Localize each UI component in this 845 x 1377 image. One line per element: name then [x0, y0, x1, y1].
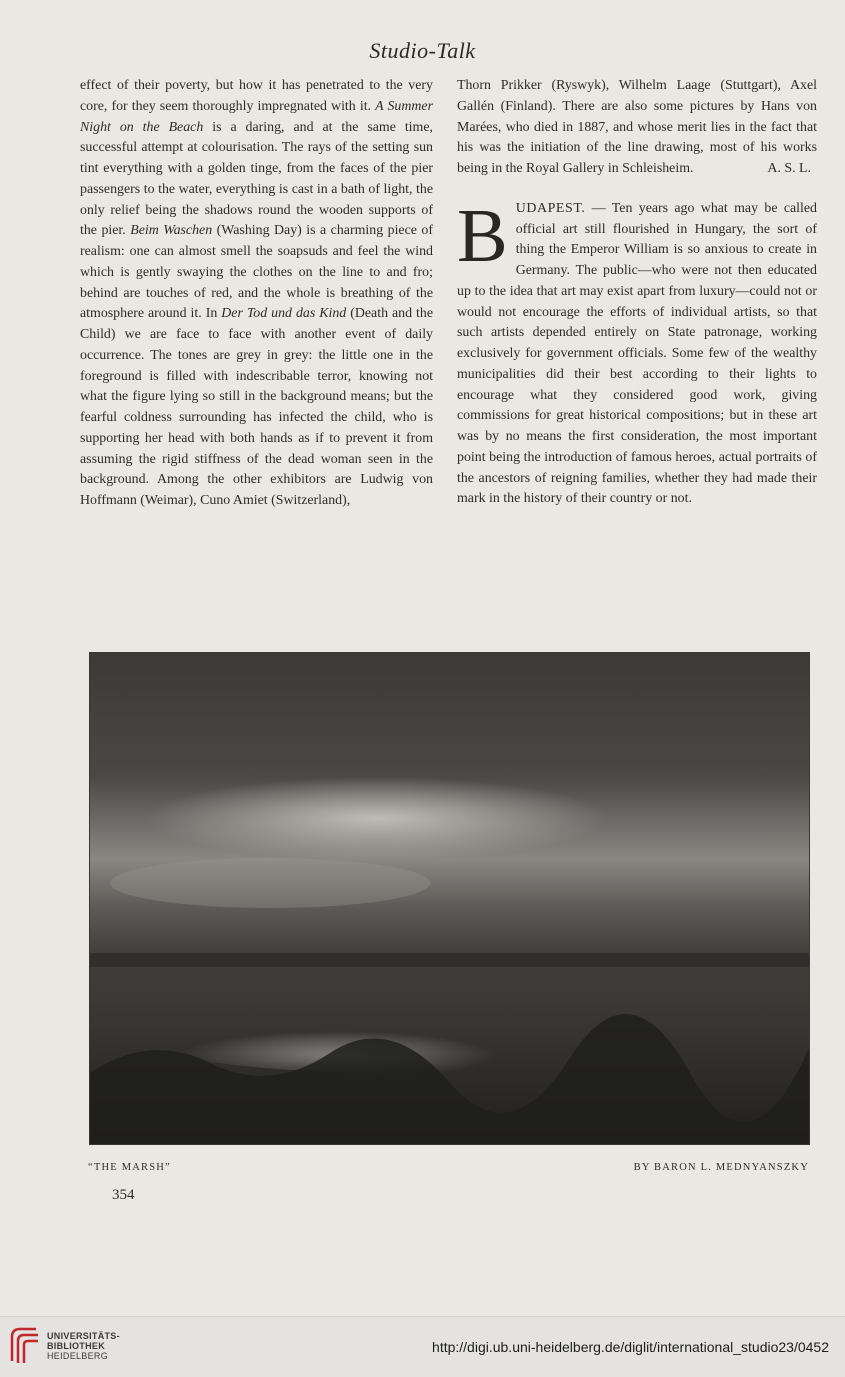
institution-line: BIBLIOTHEK — [47, 1341, 105, 1351]
text-run: (Death and the Child) we are face to face with another event of daily occurrence. The tones are grey in grey: the little one in the foreground is filled with indescribable terror, knowing not what the figure lying so still in the background means; but the fearful coldness surrounding has infected the child, who is supporting her head with both hands as if to prevent it from assuming the rigid stiffness of the dead woman seen in the background. Among the other exhibitors are Ludwig von Hoffmann (Weimar), Cuno Amiet (Switzerland), — [80, 306, 433, 508]
horizon-line — [90, 953, 809, 967]
marsh-painting — [90, 653, 809, 1144]
left-column — [80, 76, 433, 512]
text-run: Thorn Prikker (Ryswyk), Wilhelm Laage (Stuttgart), Axel Gallén (Finland). There are also some pictures by Hans von Marées, who died in 1887, and whose merit lies in the fact that his was the initiation of the line drawing, most of his works being in the Royal Gallery in Schleisheim. — [457, 78, 817, 176]
institution-line: HEIDELBERG — [47, 1351, 109, 1361]
institution-line: UNIVERSITÄTS- — [47, 1331, 120, 1341]
left-column-paragraph — [80, 76, 433, 512]
artwork-title: Der Tod und das Kind — [221, 306, 347, 322]
text-run: is a daring, and at the same time, successful attempt at colourisation. The rays of the setting sun tint everything with a golden tinge, from the faces of the pier passengers to the water, everything is cast in a bath of light, the only relief being the shadows round the wooden supports of the pier. — [80, 119, 433, 239]
caption-credit: BY BARON L. MEDNYANSZKY — [633, 1162, 809, 1173]
right-column — [457, 76, 817, 510]
caption-title: “THE MARSH” — [88, 1162, 171, 1173]
library-footer — [0, 1316, 845, 1377]
budapest-paragraph — [457, 193, 817, 510]
text-run: (Washing Day) is a charming piece of realism: one can almost smell the soapsuds and feel the wind which is gently swaying the clothes on the line to and fro; behind are touches of red, and the whole is breathing of the atmosphere around it. In — [80, 223, 433, 322]
institution-name — [47, 1331, 120, 1361]
text-run: effect of their poverty, but how it has penetrated to the very core, for they seem thoroughly impregnated with it. — [80, 78, 433, 114]
source-url-link[interactable]: http://digi.ub.uni-heidelberg.de/diglit/international_studio23/0452 — [432, 1339, 829, 1355]
right-column-paragraph — [457, 76, 817, 180]
cloud-band — [110, 858, 430, 908]
author-signature: A. S. L. — [767, 161, 811, 176]
text-run: — Ten years ago what may be called official art still flourished in Hungary, the sort of thing the Emperor William is so anxious to create in Germany. The public—who were not then educated up to the idea that art may exist apart from luxury—could not or would not encourage the efforts of individual artists, so that such artists depended entirely on State patronage, working exclusively for government officials. Some few of the wealthy municipalities did their best according to their lights to encourage what they considered good work, giving commissions for great historical compositions; but in these art was by no means the first consideration, the most important point being the introduction of famous heroes, actual portraits of the ancestors of reigning families, whether they had made their mark in the history of their country or not. — [457, 200, 817, 507]
running-head: Studio-Talk — [369, 38, 476, 63]
library-logo-icon — [8, 1323, 42, 1367]
artwork-title: A Summer Night on the Beach — [80, 98, 433, 135]
city-heading: UDAPEST. — [515, 200, 586, 216]
marsh-painting-illustration — [89, 652, 810, 1145]
artwork-title: Beim Waschen — [130, 223, 213, 239]
drop-cap: B — [457, 193, 508, 278]
page-number: 354 — [112, 1187, 135, 1203]
